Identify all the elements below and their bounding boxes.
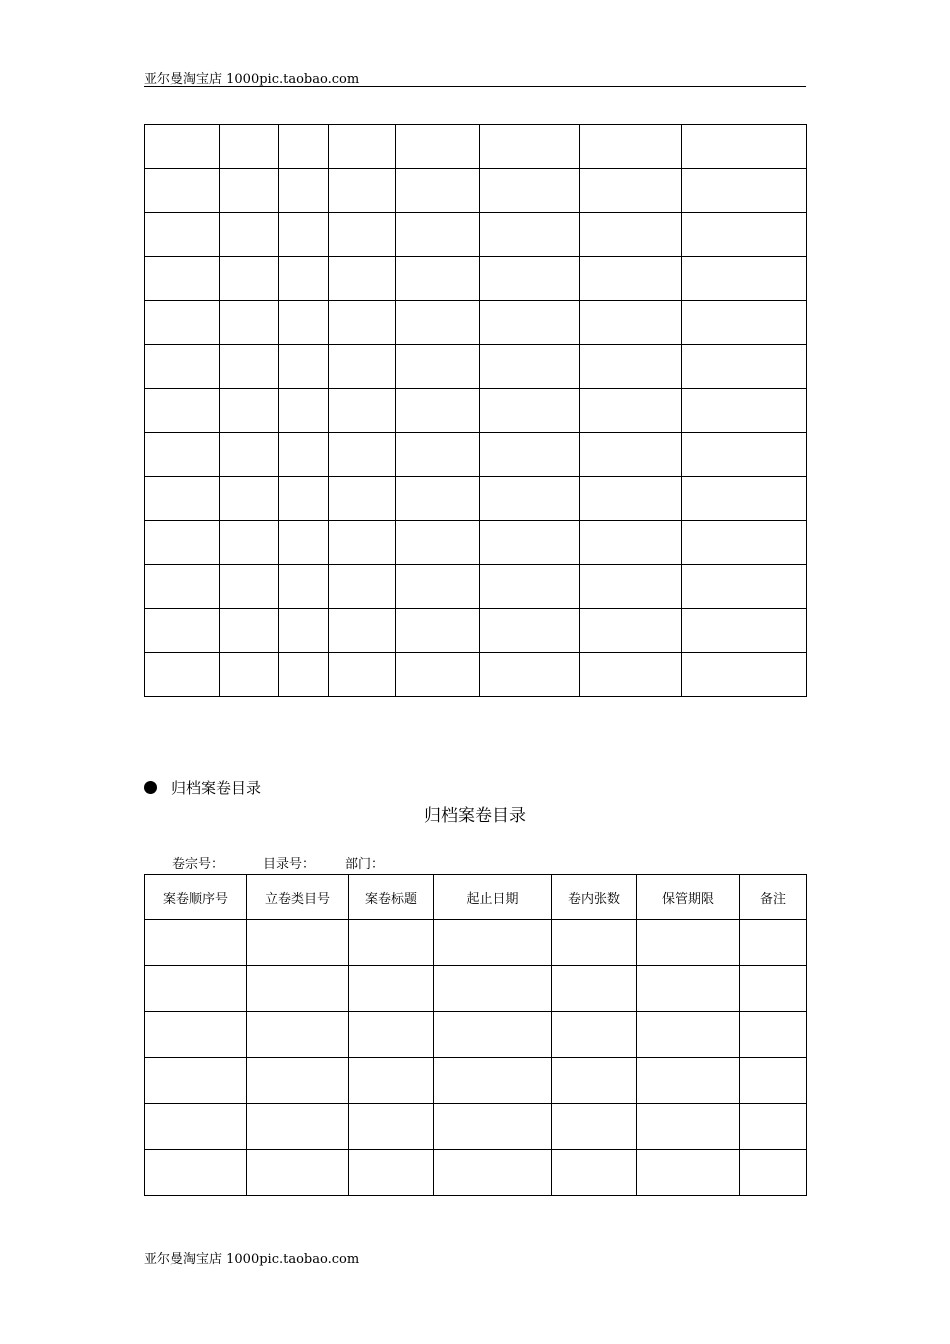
table-cell (145, 257, 220, 301)
table-row (145, 609, 807, 653)
table-cell (349, 1012, 434, 1058)
table-cell (279, 213, 329, 257)
table-row (145, 1058, 807, 1104)
table-cell (682, 125, 807, 169)
table-cell (220, 169, 279, 213)
table-cell (396, 301, 480, 345)
table-row (145, 345, 807, 389)
table-row (145, 1012, 807, 1058)
table-cell (279, 653, 329, 697)
table-cell (329, 169, 396, 213)
table-cell (396, 389, 480, 433)
table-cell (396, 477, 480, 521)
table-row (145, 966, 807, 1012)
table-cell (396, 609, 480, 653)
table-cell (480, 433, 580, 477)
table-cell (580, 477, 682, 521)
table-cell (220, 257, 279, 301)
table-cell (279, 433, 329, 477)
table-cell (349, 1058, 434, 1104)
table-cell (279, 125, 329, 169)
table-cell (580, 653, 682, 697)
column-header: 立卷类目号 (247, 875, 349, 920)
table-cell (396, 213, 480, 257)
table-cell (329, 521, 396, 565)
table-cell (279, 389, 329, 433)
table-cell (637, 1150, 740, 1196)
table-cell (247, 1150, 349, 1196)
table-header-row (145, 875, 807, 920)
table-cell (682, 301, 807, 345)
table-cell (145, 920, 247, 966)
table-cell (145, 609, 220, 653)
table-cell (279, 609, 329, 653)
table-cell (329, 301, 396, 345)
column-header: 卷内张数 (552, 875, 637, 920)
table-cell (637, 966, 740, 1012)
table-cell (740, 920, 807, 966)
table-cell (279, 345, 329, 389)
table-cell (682, 169, 807, 213)
table-cell (145, 125, 220, 169)
table-cell (682, 389, 807, 433)
table-row (145, 653, 807, 697)
table-cell (682, 565, 807, 609)
table-cell (480, 345, 580, 389)
table-cell (552, 1104, 637, 1150)
table-cell (145, 966, 247, 1012)
table-cell (349, 920, 434, 966)
table-cell (329, 257, 396, 301)
table-cell (396, 169, 480, 213)
table-cell (396, 433, 480, 477)
section-heading (144, 777, 261, 798)
table-cell (740, 1150, 807, 1196)
table-cell (682, 213, 807, 257)
table-cell (247, 1012, 349, 1058)
table-cell (145, 433, 220, 477)
table-cell (580, 433, 682, 477)
table-cell (480, 169, 580, 213)
table-cell (145, 389, 220, 433)
table-row (145, 1150, 807, 1196)
table-row (145, 920, 807, 966)
table-cell (552, 920, 637, 966)
table-cell (552, 1012, 637, 1058)
table-cell (434, 1150, 552, 1196)
table-cell (480, 301, 580, 345)
table-cell (349, 1104, 434, 1150)
table-cell (580, 301, 682, 345)
table-cell (434, 920, 552, 966)
table-row (145, 477, 807, 521)
table-cell (580, 521, 682, 565)
table-row (145, 169, 807, 213)
column-header: 保管期限 (637, 875, 740, 920)
table-cell (220, 521, 279, 565)
table-cell (580, 389, 682, 433)
header-rule (144, 86, 806, 87)
table-cell (637, 1058, 740, 1104)
table-cell (480, 521, 580, 565)
table-cell (145, 565, 220, 609)
table-cell (145, 1104, 247, 1150)
page-footer: 亚尔曼淘宝店 1000pic.taobao.com (144, 1252, 360, 1267)
table-cell (220, 125, 279, 169)
column-header: 案卷顺序号 (145, 875, 247, 920)
table-cell (279, 565, 329, 609)
table-cell (247, 1058, 349, 1104)
table-cell (552, 1150, 637, 1196)
table-cell (480, 389, 580, 433)
table-cell (145, 521, 220, 565)
mulu-label: 目录号： (263, 857, 316, 872)
table-cell (580, 345, 682, 389)
table-cell (220, 609, 279, 653)
table-cell (552, 966, 637, 1012)
table-cell (552, 1058, 637, 1104)
table-cell (637, 1012, 740, 1058)
table-cell (580, 257, 682, 301)
table-cell (480, 477, 580, 521)
juanzong-label: 卷宗号： (172, 857, 225, 872)
table-cell (740, 1104, 807, 1150)
table-cell (220, 213, 279, 257)
table-row (145, 257, 807, 301)
table-cell (329, 653, 396, 697)
table-cell (279, 301, 329, 345)
table-cell (220, 653, 279, 697)
table-cell (740, 966, 807, 1012)
page-header: 亚尔曼淘宝店 1000pic.taobao.com (144, 72, 360, 87)
table-cell (145, 1012, 247, 1058)
table-cell (220, 301, 279, 345)
table-cell (434, 1058, 552, 1104)
table-cell (329, 345, 396, 389)
table-cell (279, 257, 329, 301)
table-cell (682, 653, 807, 697)
table-cell (145, 213, 220, 257)
table-cell (637, 1104, 740, 1150)
table-cell (580, 609, 682, 653)
table-cell (580, 169, 682, 213)
table-cell (682, 521, 807, 565)
table-cell (480, 609, 580, 653)
table-cell (580, 565, 682, 609)
table-row (145, 565, 807, 609)
table-cell (682, 477, 807, 521)
table-cell (480, 213, 580, 257)
bullet-icon (144, 781, 157, 794)
table-cell (434, 1012, 552, 1058)
table-cell (279, 477, 329, 521)
table-cell (247, 920, 349, 966)
table-cell (220, 389, 279, 433)
table-row (145, 389, 807, 433)
archive-catalog-table (144, 874, 807, 1196)
table-cell (329, 433, 396, 477)
column-header: 起止日期 (434, 875, 552, 920)
table-cell (220, 345, 279, 389)
table-cell (329, 389, 396, 433)
table-cell (329, 609, 396, 653)
section-heading-label: 归档案卷目录 (171, 779, 262, 797)
table-cell (434, 966, 552, 1012)
table-cell (682, 609, 807, 653)
table-cell (279, 521, 329, 565)
table-cell (637, 920, 740, 966)
form-title: 归档案卷目录 (424, 806, 526, 826)
column-header: 案卷标题 (349, 875, 434, 920)
table-cell (580, 125, 682, 169)
table-cell (145, 477, 220, 521)
table-cell (349, 966, 434, 1012)
table-cell (279, 169, 329, 213)
table-cell (145, 653, 220, 697)
column-header: 备注 (740, 875, 807, 920)
table-cell (434, 1104, 552, 1150)
table-cell (396, 345, 480, 389)
table-cell (682, 433, 807, 477)
table-row (145, 125, 807, 169)
table-cell (480, 257, 580, 301)
table-cell (349, 1150, 434, 1196)
table-cell (145, 1150, 247, 1196)
table-cell (329, 125, 396, 169)
table-row (145, 1104, 807, 1150)
table-cell (480, 125, 580, 169)
table-cell (329, 565, 396, 609)
table-cell (396, 521, 480, 565)
table-cell (220, 433, 279, 477)
table-row (145, 213, 807, 257)
table-cell (145, 345, 220, 389)
table-cell (396, 565, 480, 609)
table-cell (682, 257, 807, 301)
table-cell (145, 1058, 247, 1104)
table-cell (396, 653, 480, 697)
table-cell (682, 345, 807, 389)
table-cell (145, 169, 220, 213)
table-row (145, 521, 807, 565)
table-cell (396, 125, 480, 169)
table-cell (740, 1058, 807, 1104)
table-cell (740, 1012, 807, 1058)
table-cell (396, 257, 480, 301)
table-cell (329, 213, 396, 257)
table-cell (480, 653, 580, 697)
table-row (145, 433, 807, 477)
table-cell (247, 1104, 349, 1150)
table-cell (145, 301, 220, 345)
table-row (145, 301, 807, 345)
table-cell (220, 477, 279, 521)
bumen-label: 部门： (345, 857, 385, 872)
blank-grid-table (144, 124, 807, 697)
table-cell (580, 213, 682, 257)
table-cell (480, 565, 580, 609)
table-cell (329, 477, 396, 521)
table-cell (220, 565, 279, 609)
table-cell (247, 966, 349, 1012)
